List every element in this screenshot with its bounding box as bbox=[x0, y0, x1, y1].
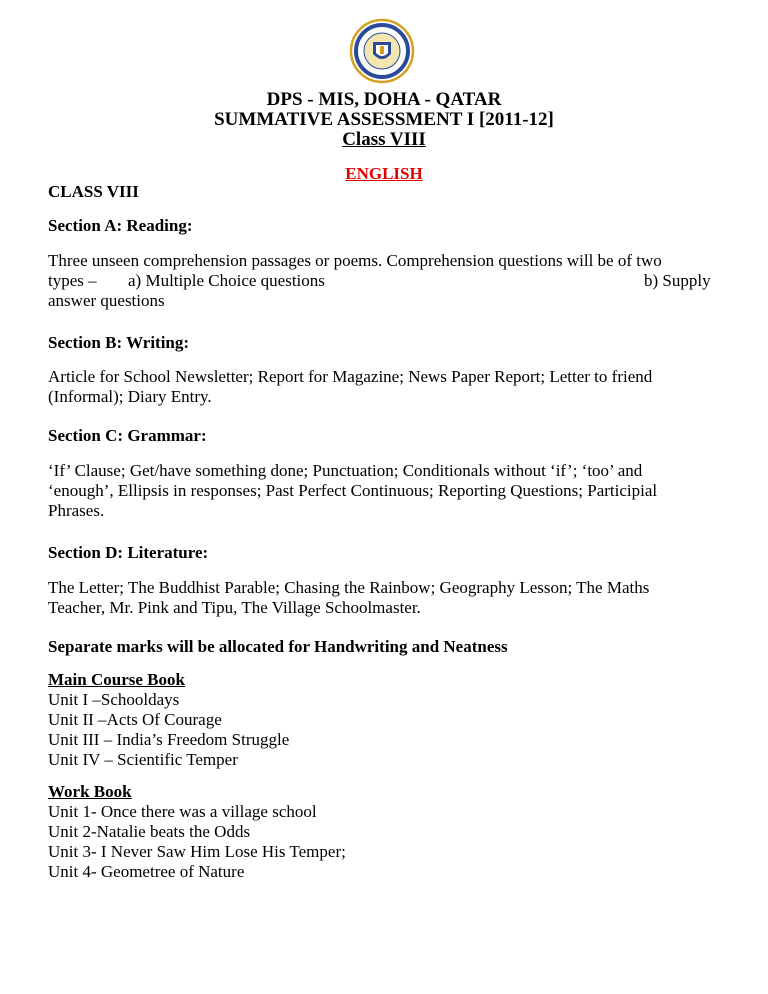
assessment-title: SUMMATIVE ASSESSMENT I [2011-12] bbox=[214, 109, 554, 130]
section-b-line2: (Informal); Diary Entry. bbox=[48, 387, 212, 406]
main-course-book-heading: Main Course Book bbox=[48, 670, 185, 689]
types-prefix: types – bbox=[48, 271, 97, 290]
section-b-body bbox=[48, 367, 728, 407]
main-course-book bbox=[48, 670, 728, 770]
marks-note: Separate marks will be allocated for Handwriting and Neatness bbox=[48, 637, 508, 656]
class-title: Class VIII bbox=[342, 129, 426, 150]
section-a-heading: Section A: Reading: bbox=[48, 216, 193, 235]
school-name: DPS - MIS, DOHA - QATAR bbox=[266, 89, 502, 110]
school-logo bbox=[349, 18, 415, 84]
section-a-line3: answer questions bbox=[48, 291, 165, 310]
class-label: CLASS VIII bbox=[48, 182, 139, 201]
section-d-heading: Section D: Literature: bbox=[48, 543, 209, 562]
work-unit-2: Unit 2-Natalie beats the Odds bbox=[48, 822, 251, 841]
work-unit-1: Unit 1- Once there was a village school bbox=[48, 802, 317, 821]
option-b: b) Supply bbox=[644, 271, 711, 290]
section-a-body bbox=[48, 251, 728, 311]
section-c-line3: Phrases. bbox=[48, 501, 105, 520]
work-book bbox=[48, 782, 728, 882]
subject-title: ENGLISH bbox=[345, 164, 423, 183]
section-a-types bbox=[48, 271, 728, 291]
main-unit-3: Unit III – India’s Freedom Struggle bbox=[48, 730, 290, 749]
section-d-line2: Teacher, Mr. Pink and Tipu, The Village Schoolmaster. bbox=[48, 598, 421, 617]
section-d-line1: The Letter; The Buddhist Parable; Chasing the Rainbow; Geography Lesson; The Maths bbox=[48, 578, 650, 597]
section-a-line1: Three unseen comprehension passages or poems. Comprehension questions will be of two bbox=[48, 251, 662, 270]
section-b-heading: Section B: Writing: bbox=[48, 333, 190, 352]
work-unit-4: Unit 4- Geometree of Nature bbox=[48, 862, 245, 881]
section-c-line2: ‘enough’, Ellipsis in responses; Past Perfect Continuous; Reporting Questions; Participial bbox=[48, 481, 658, 500]
section-b-line1: Article for School Newsletter; Report for Magazine; News Paper Report; Letter to friend bbox=[48, 367, 653, 386]
section-d-body bbox=[48, 578, 728, 618]
main-unit-4: Unit IV – Scientific Temper bbox=[48, 750, 238, 769]
option-a: a) Multiple Choice questions bbox=[128, 271, 325, 290]
section-c-line1: ‘If’ Clause; Get/have something done; Punctuation; Conditionals without ‘if’; ‘too’ and bbox=[48, 461, 643, 480]
section-c-heading: Section C: Grammar: bbox=[48, 426, 207, 445]
main-unit-2: Unit II –Acts Of Courage bbox=[48, 710, 222, 729]
work-unit-3: Unit 3- I Never Saw Him Lose His Temper; bbox=[48, 842, 346, 861]
section-c-body bbox=[48, 461, 728, 521]
main-unit-1: Unit I –Schooldays bbox=[48, 690, 180, 709]
work-book-heading: Work Book bbox=[48, 782, 132, 801]
